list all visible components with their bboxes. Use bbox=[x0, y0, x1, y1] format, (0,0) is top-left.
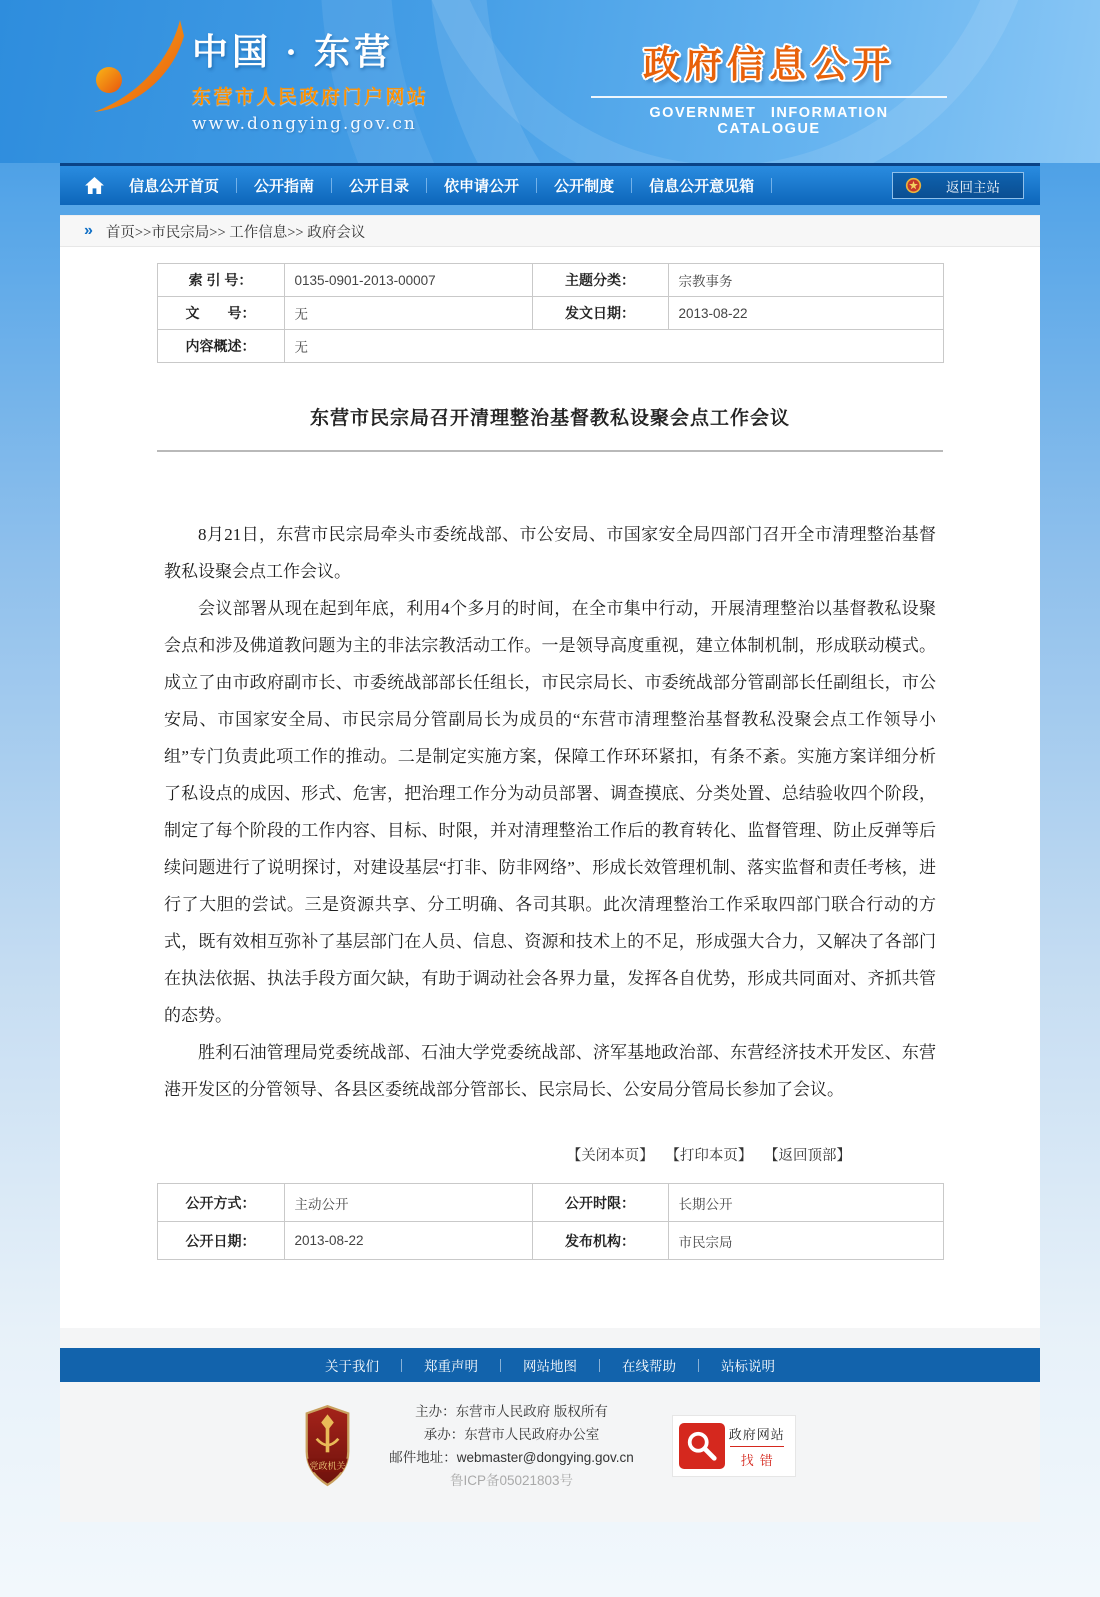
publication-info-table bbox=[157, 1183, 944, 1260]
meta-label-topic-category: 主题分类： bbox=[532, 264, 668, 297]
breadcrumb-arrows-icon: » bbox=[84, 222, 92, 239]
error-badge-text bbox=[725, 1424, 789, 1469]
article-body bbox=[164, 516, 936, 1108]
nav-item-rules[interactable]: 公开制度 bbox=[554, 178, 615, 195]
nav-item-apply[interactable]: 依申请公开 bbox=[444, 178, 520, 195]
site-logo[interactable] bbox=[92, 18, 429, 134]
nav-item-feedback-box[interactable]: 信息公开意见箱 bbox=[649, 178, 755, 195]
footer-body bbox=[60, 1382, 1040, 1522]
title-divider bbox=[157, 450, 943, 452]
article-title: 东营市民宗局召开清理整治基督教私设聚会点工作会议 bbox=[309, 408, 790, 429]
nav-item-gongkai-home[interactable]: 信息公开首页 bbox=[129, 178, 220, 195]
meta-label-issue-date: 发文日期： bbox=[532, 297, 668, 330]
close-page-link[interactable]: 【关闭本页】 bbox=[566, 1148, 654, 1164]
table-row bbox=[157, 297, 943, 330]
party-government-badge-label: 党政机关 bbox=[309, 1461, 346, 1472]
table-row bbox=[157, 1184, 943, 1222]
return-main-site-label: 返回主站 bbox=[946, 179, 1000, 195]
main-content bbox=[60, 215, 1040, 1328]
separator bbox=[771, 178, 772, 193]
return-main-site-button[interactable] bbox=[892, 172, 1024, 199]
website-error-report-badge[interactable] bbox=[672, 1415, 796, 1477]
footer-link-help[interactable]: 在线帮助 bbox=[622, 1359, 676, 1374]
error-badge-bottom-label: 找错 bbox=[740, 1452, 779, 1468]
breadcrumb-text: 首页>>市民宗局>> 工作信息>> 政府会议 bbox=[105, 224, 366, 241]
national-emblem-icon bbox=[905, 177, 922, 194]
footer-email-line: 邮件地址：webmaster@dongying.gov.cn bbox=[389, 1450, 634, 1465]
nav-item-catalogue[interactable]: 公开目录 bbox=[349, 178, 410, 195]
nav-item-guide[interactable]: 公开指南 bbox=[254, 178, 315, 195]
pub-label-agency: 发布机构： bbox=[532, 1222, 668, 1260]
site-name: 中国 · 东营 bbox=[192, 32, 395, 72]
pub-label-date: 公开日期： bbox=[157, 1222, 284, 1260]
table-row bbox=[157, 1222, 943, 1260]
footer-nav bbox=[60, 1348, 1040, 1382]
pub-value-date: 2013-08-22 bbox=[284, 1222, 532, 1260]
meta-value-index-number: 0135-0901-2013-00007 bbox=[284, 264, 532, 297]
home-icon[interactable] bbox=[76, 177, 112, 194]
magnifier-icon bbox=[679, 1423, 725, 1469]
error-badge-top-label: 政府网站 bbox=[728, 1426, 785, 1442]
meta-value-doc-number: 无 bbox=[284, 297, 532, 330]
print-page-link[interactable]: 【打印本页】 bbox=[665, 1148, 753, 1164]
meta-value-summary: 无 bbox=[284, 330, 943, 363]
table-row bbox=[157, 330, 943, 363]
footer-organizer-line: 承办：东营市人民政府办公室 bbox=[423, 1427, 600, 1442]
article-paragraph: 胜利石油管理局党委统战部、石油大学党委统战部、济军基地政治部、东营经济技术开发区、东营港开发区的分管领导、各县区委统战部分管部长、民宗局长、公安局分管局长参加了会议。 bbox=[164, 1043, 936, 1099]
article-paragraph: 8月21日，东营市民宗局牵头市委统战部、市公安局、市国家安全局四部门召开全市清理整治基督教私设聚会点工作会议。 bbox=[164, 525, 936, 581]
table-row bbox=[157, 264, 943, 297]
footer-link-statement[interactable]: 郑重声明 bbox=[424, 1359, 478, 1374]
meta-label-doc-number: 文 号： bbox=[157, 297, 284, 330]
meta-label-summary: 内容概述： bbox=[157, 330, 284, 363]
site-subtitle: 东营市人民政府门户网站 bbox=[192, 87, 429, 108]
footer-text bbox=[389, 1400, 634, 1492]
site-header bbox=[0, 0, 1100, 163]
party-government-badge-icon[interactable] bbox=[304, 1403, 351, 1489]
back-to-top-link[interactable]: 【返回顶部】 bbox=[764, 1148, 851, 1164]
meta-label-index-number: 索 引 号： bbox=[157, 264, 284, 297]
footer-link-about[interactable]: 关于我们 bbox=[325, 1359, 379, 1374]
footer-host-line: 主办：东营市人民政府 版权所有 bbox=[415, 1404, 608, 1419]
banner-subtitle: GOVERNMET INFORMATION CATALOGUE bbox=[649, 105, 889, 137]
footer-icp-number: 鲁ICP备05021803号 bbox=[449, 1473, 574, 1488]
site-url: www.dongying.gov.cn bbox=[192, 114, 417, 134]
main-navbar bbox=[60, 163, 1040, 205]
pub-value-method: 主动公开 bbox=[284, 1184, 532, 1222]
meta-value-issue-date: 2013-08-22 bbox=[668, 297, 943, 330]
pub-value-agency: 市民宗局 bbox=[668, 1222, 943, 1260]
separator bbox=[730, 1446, 784, 1447]
banner bbox=[591, 34, 947, 137]
banner-title: 政府信息公开 bbox=[643, 44, 895, 85]
site-footer bbox=[60, 1328, 1040, 1522]
document-meta-table bbox=[157, 263, 944, 363]
footer-link-logo-info[interactable]: 站标说明 bbox=[721, 1359, 775, 1374]
meta-value-topic-category: 宗教事务 bbox=[668, 264, 943, 297]
dongying-swoosh-icon bbox=[92, 18, 184, 118]
pub-label-duration: 公开时限： bbox=[532, 1184, 668, 1222]
pub-value-duration: 长期公开 bbox=[668, 1184, 943, 1222]
footer-link-sitemap[interactable]: 网站地图 bbox=[523, 1359, 577, 1374]
article-paragraph: 会议部署从现在起到年底，利用4个多月的时间，在全市集中行动，开展清理整治以基督教私设聚会点和涉及佛道教问题为主的非法宗教活动工作。一是领导高度重视，建立体制机制，形成联动模式。成立了由市政府副市长、市委统战部部长任组长，市民宗局长、市委统战部分管副部长任副组长，市公安局、市国家安全局、市民宗局分管副局长为成员的“东营市清理整治基督教私没聚会点工作领导小组”专门负责此项工作的推动。二是制定实施方案，保障工作环环紧扣，有条不紊。实施方案详细分析了私设点的成因、形式、危害，把治理工作分为动员部署、调查摸底、分类处置、总结验收四个阶段，制定了每个阶段的工作内容、目标、时限，并对清理整治工作后的教育转化、监督管理、防止反弹等后续问题进行了说明探讨，对建设基层“打非、防非网络”、形成长效管理机制、落实监督和责任考核，进行了大胆的尝试。三是资源共享、分工明确、各司其职。此次清理整治工作采取四部门联合行动的方式，既有效相互弥补了基层部门在人员、信息、资源和技术上的不足，形成强大合力，又解决了各部门在执法依据、执法手段方面欠缺，有助于调动社会各界力量，发挥各自优势，形成共同面对、齐抓共管的态势。 bbox=[164, 599, 936, 1025]
pub-label-method: 公开方式： bbox=[157, 1184, 284, 1222]
breadcrumb[interactable] bbox=[60, 215, 1040, 247]
banner-divider bbox=[591, 96, 947, 98]
article-actions bbox=[157, 1144, 943, 1165]
